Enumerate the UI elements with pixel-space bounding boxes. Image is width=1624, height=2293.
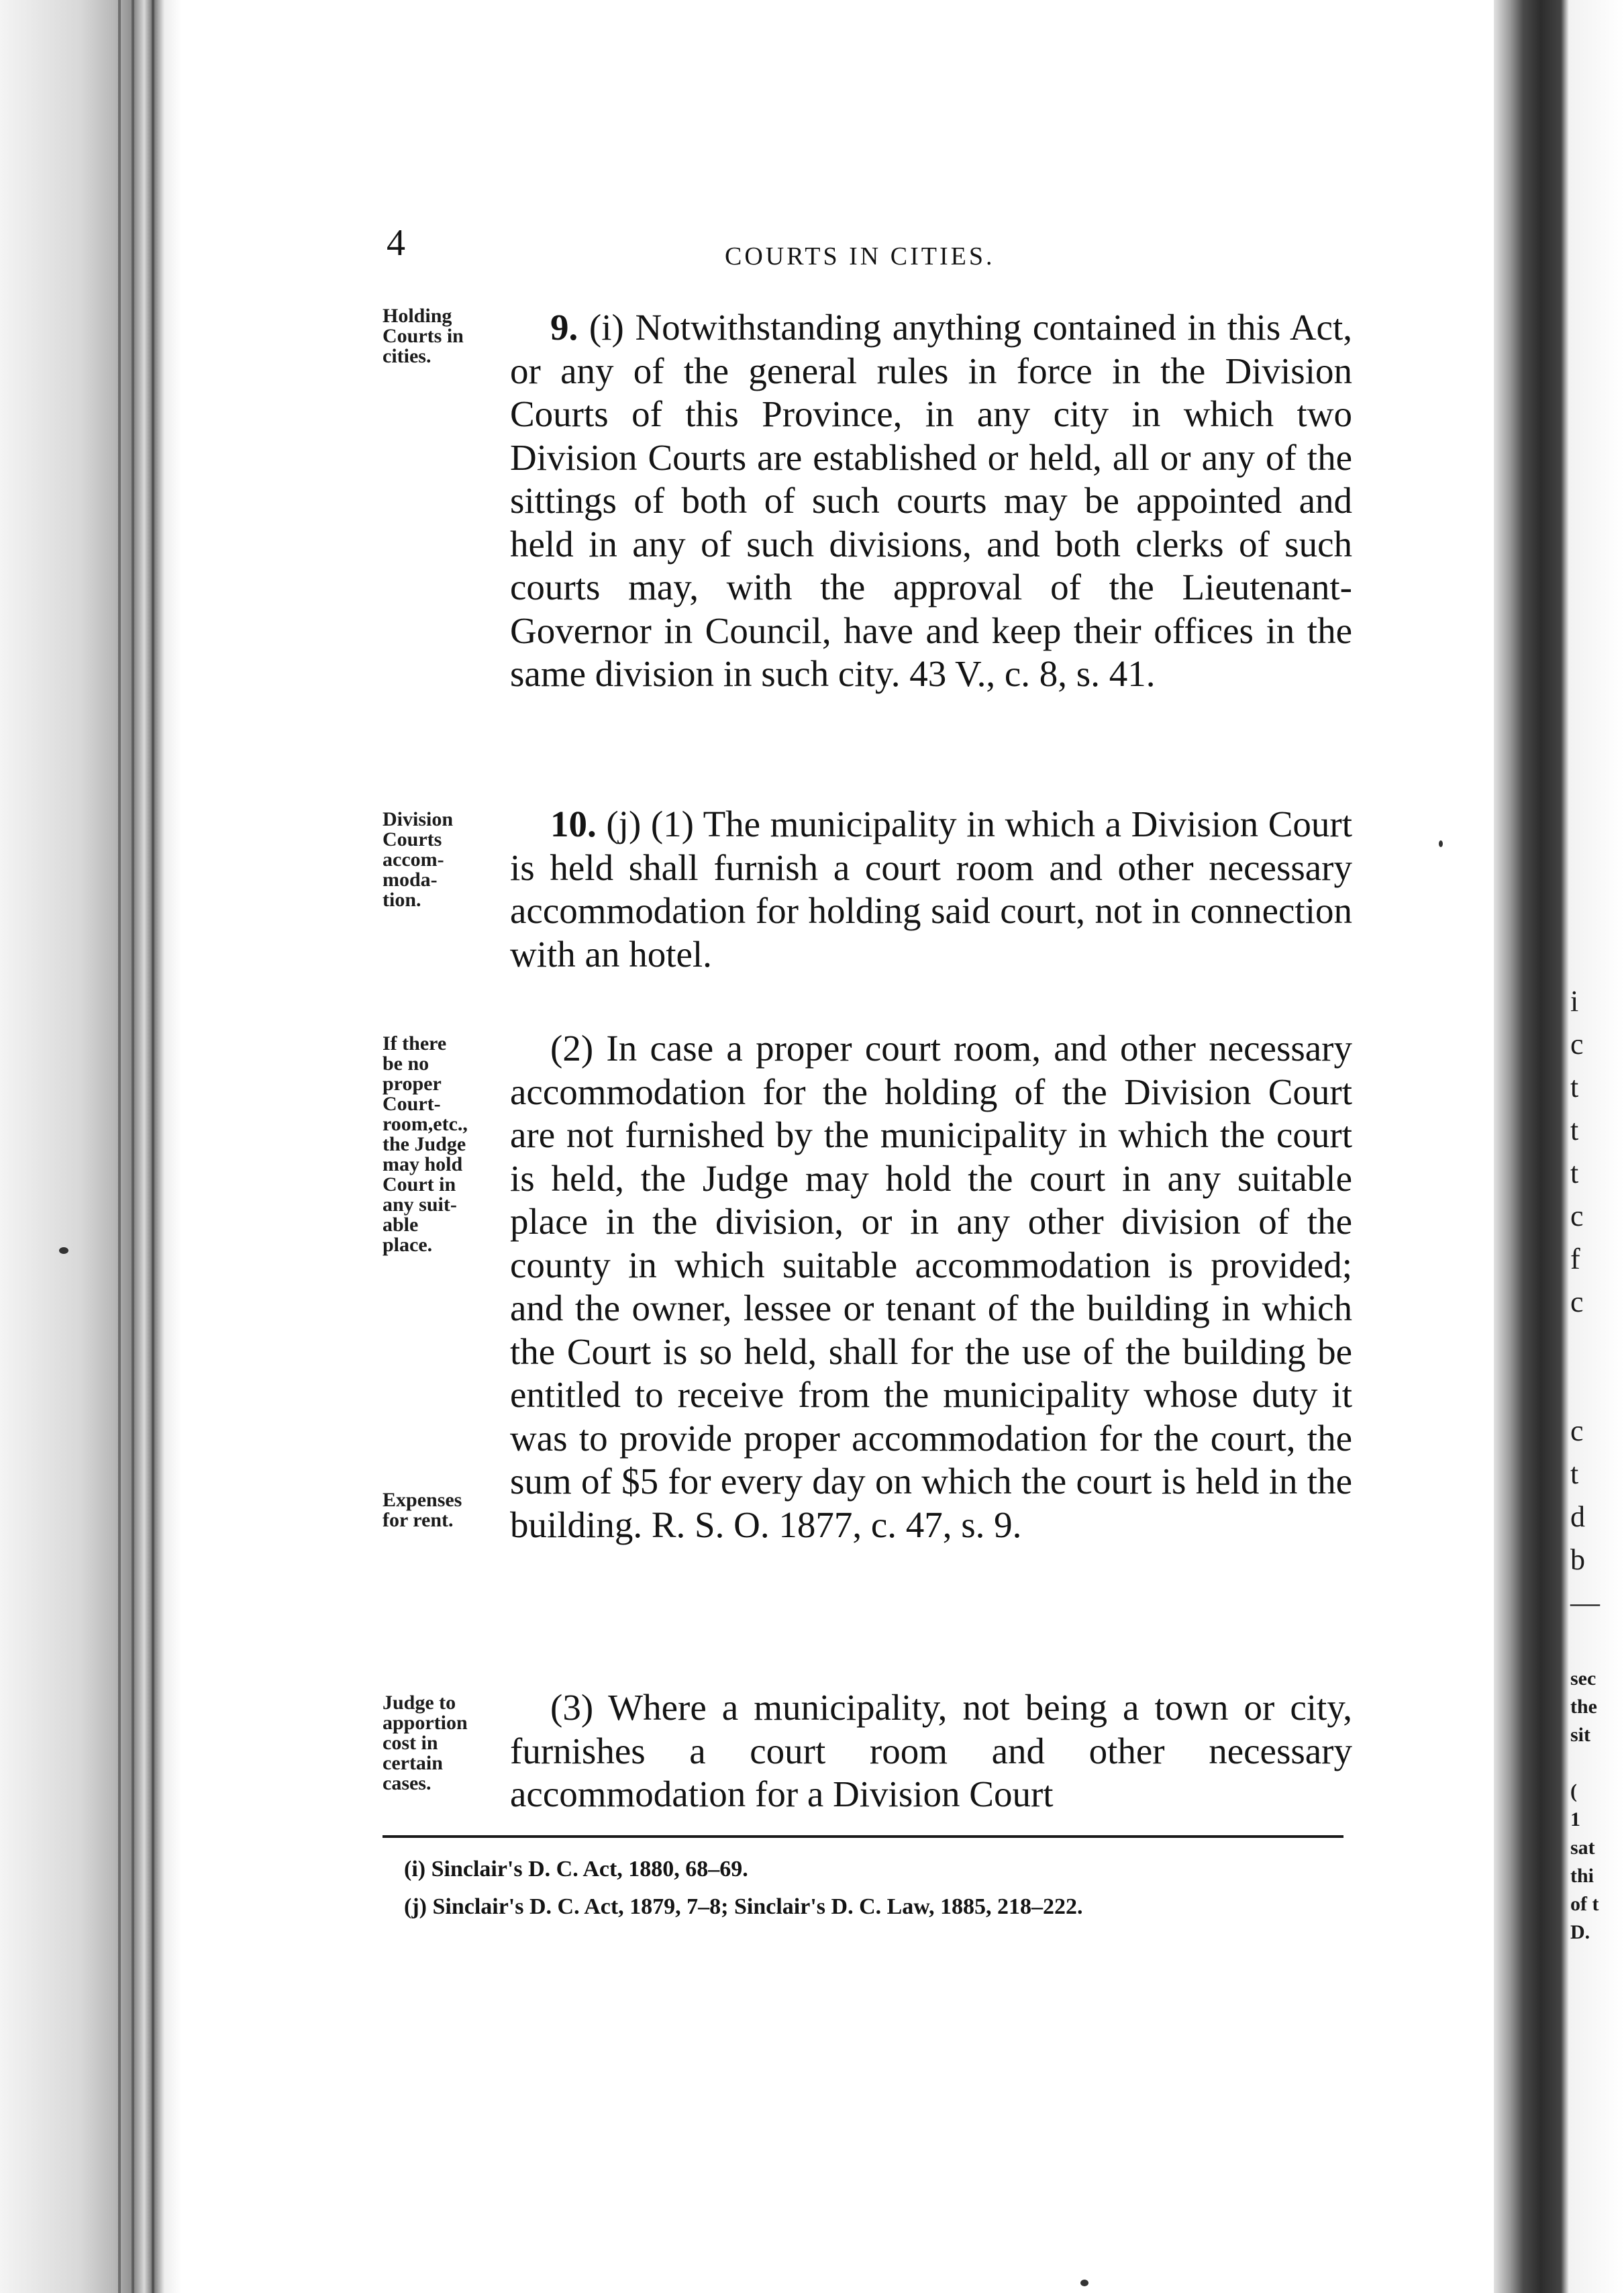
footnote-j: (j) Sinclair's D. C. Act, 1879, 7–8; Sinclair's D. C. Law, 1885, 218–222. — [404, 1894, 1083, 1919]
book-binding-shadow — [0, 0, 181, 2293]
section-10-3: (3) Where a municipality, not being a town or city, furnishes a court room and other necessary accommodation for a Division Court — [510, 1687, 1352, 1814]
facing-page-fragments-upper: i c t t t c f c c t d b — — [1570, 985, 1600, 1619]
scan-speck — [59, 1247, 68, 1254]
section-9-text: (i) Notwithstanding anything contained in this Act, or any of the general rules in force in the Division Courts of this Province, in any city in which two Division Courts are established or held, all or any of the sittings of both of such courts may be appointed and held in any of such divisions, and both clerks of such courts may, with the approval of the Lieutenant-Governor in Council, have and keep their offices in the same division in such city. 43 V., c. 8, s. 41. — [510, 307, 1353, 694]
facing-page-fragments-lower: sec the sit ( 1 sat thi of t D. — [1570, 1667, 1599, 1943]
footnote-i: (i) Sinclair's D. C. Act, 1880, 68–69. — [404, 1857, 748, 1882]
footnote-rule — [383, 1835, 1343, 1838]
section-9 — [510, 306, 1352, 696]
margin-note-no-proper-courtroom: If there be no proper Court- room,etc., the Judge may hold Court in any suit- able place. — [383, 1032, 468, 1256]
scan-speck — [1080, 2280, 1088, 2286]
section-10-1-text: (j) (1) The municipality in which a Division Court is held shall furnish a court room and other necessary accommodation for holding said court, not in connection with an hotel. — [510, 803, 1352, 975]
section-10-number: 10. — [550, 803, 597, 844]
section-10-1 — [510, 803, 1352, 976]
page-number: 4 — [387, 222, 405, 264]
margin-note-division-courts: Division Courts accom- moda- tion. — [383, 808, 454, 911]
section-9-number: 9. — [550, 307, 578, 348]
scan-speck — [1439, 840, 1443, 847]
running-head: COURTS IN CITIES. — [725, 242, 995, 271]
section-10-2: (2) In case a proper court room, and other necessary accommodation for the holding of the Division Court are not furnished by the municipality in which the court is held, the Judge may hold the court in any suitable place in the division, or in any other division of the county in which suitable accommodation is provided; and the owner, lessee or tenant of the building in which the Court is so held, shall for the use of the building be entitled to receive from the municipality whose duty it was to provide proper accommodation for the court, the sum of $5 for every day on which the court is held in the building. R. S. O. 1877, c. 47, s. 9. — [510, 1028, 1352, 1545]
margin-note-judge-apportion: Judge to apportion cost in certain cases. — [383, 1692, 468, 1794]
margin-note-holding-courts: Holding Courts in cities. — [383, 305, 464, 367]
margin-note-expenses: Expenses for rent. — [383, 1489, 462, 1531]
